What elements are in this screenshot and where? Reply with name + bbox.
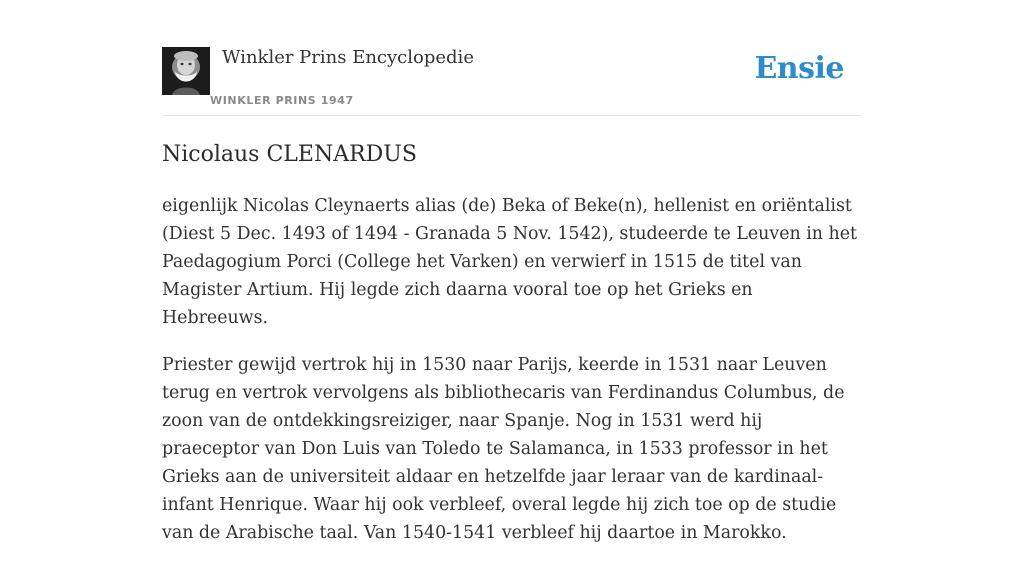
source-header xyxy=(162,0,862,116)
article-body xyxy=(162,192,862,566)
source-avatar[interactable] xyxy=(162,47,210,95)
source-tag: WINKLER PRINS 1947 xyxy=(210,94,354,107)
source-name-link[interactable]: Winkler Prins Encyclopedie xyxy=(222,47,474,68)
article-title: Nicolaus CLENARDUS xyxy=(162,142,417,167)
article-paragraph: eigenlijk Nicolas Cleynaerts alias (de) Beka of Beke(n), hellenist en oriëntalist (Diest 5 Dec. 1493 of 1494 - Granada 5 Nov. 1542), studeerde te Leuven in het Paedagogium Porci (College het Varken) en verwierf in 1515 de titel van Magister Artium. Hij legde zich daarna vooral toe op het Grieks en Hebreeuws. xyxy=(162,196,857,328)
article-paragraph: Priester gewijd vertrok hij in 1530 naar Parijs, keerde in 1531 naar Leuven terug en vertrok vervolgens als bibliothecaris van Ferdinandus Columbus, de zoon van de ontdekkingsreiziger, naar Spanje. Nog in 1531 werd hij praeceptor van Don Luis van Toledo te Salamanca, in 1533 professor in het Grieks aan de universiteit aldaar en hetzelfde jaar leraar van de kardinaal-infant Henrique. Waar hij ook verbleef, overal legde hij zich toe op de studie van de Arabische taal. Van 1540-1541 verbleef hij daartoe in Marokko. xyxy=(162,355,845,543)
page-content xyxy=(162,0,862,543)
bearded-man-portrait-icon xyxy=(162,47,210,95)
ensie-logo[interactable]: Ensie xyxy=(754,51,844,86)
